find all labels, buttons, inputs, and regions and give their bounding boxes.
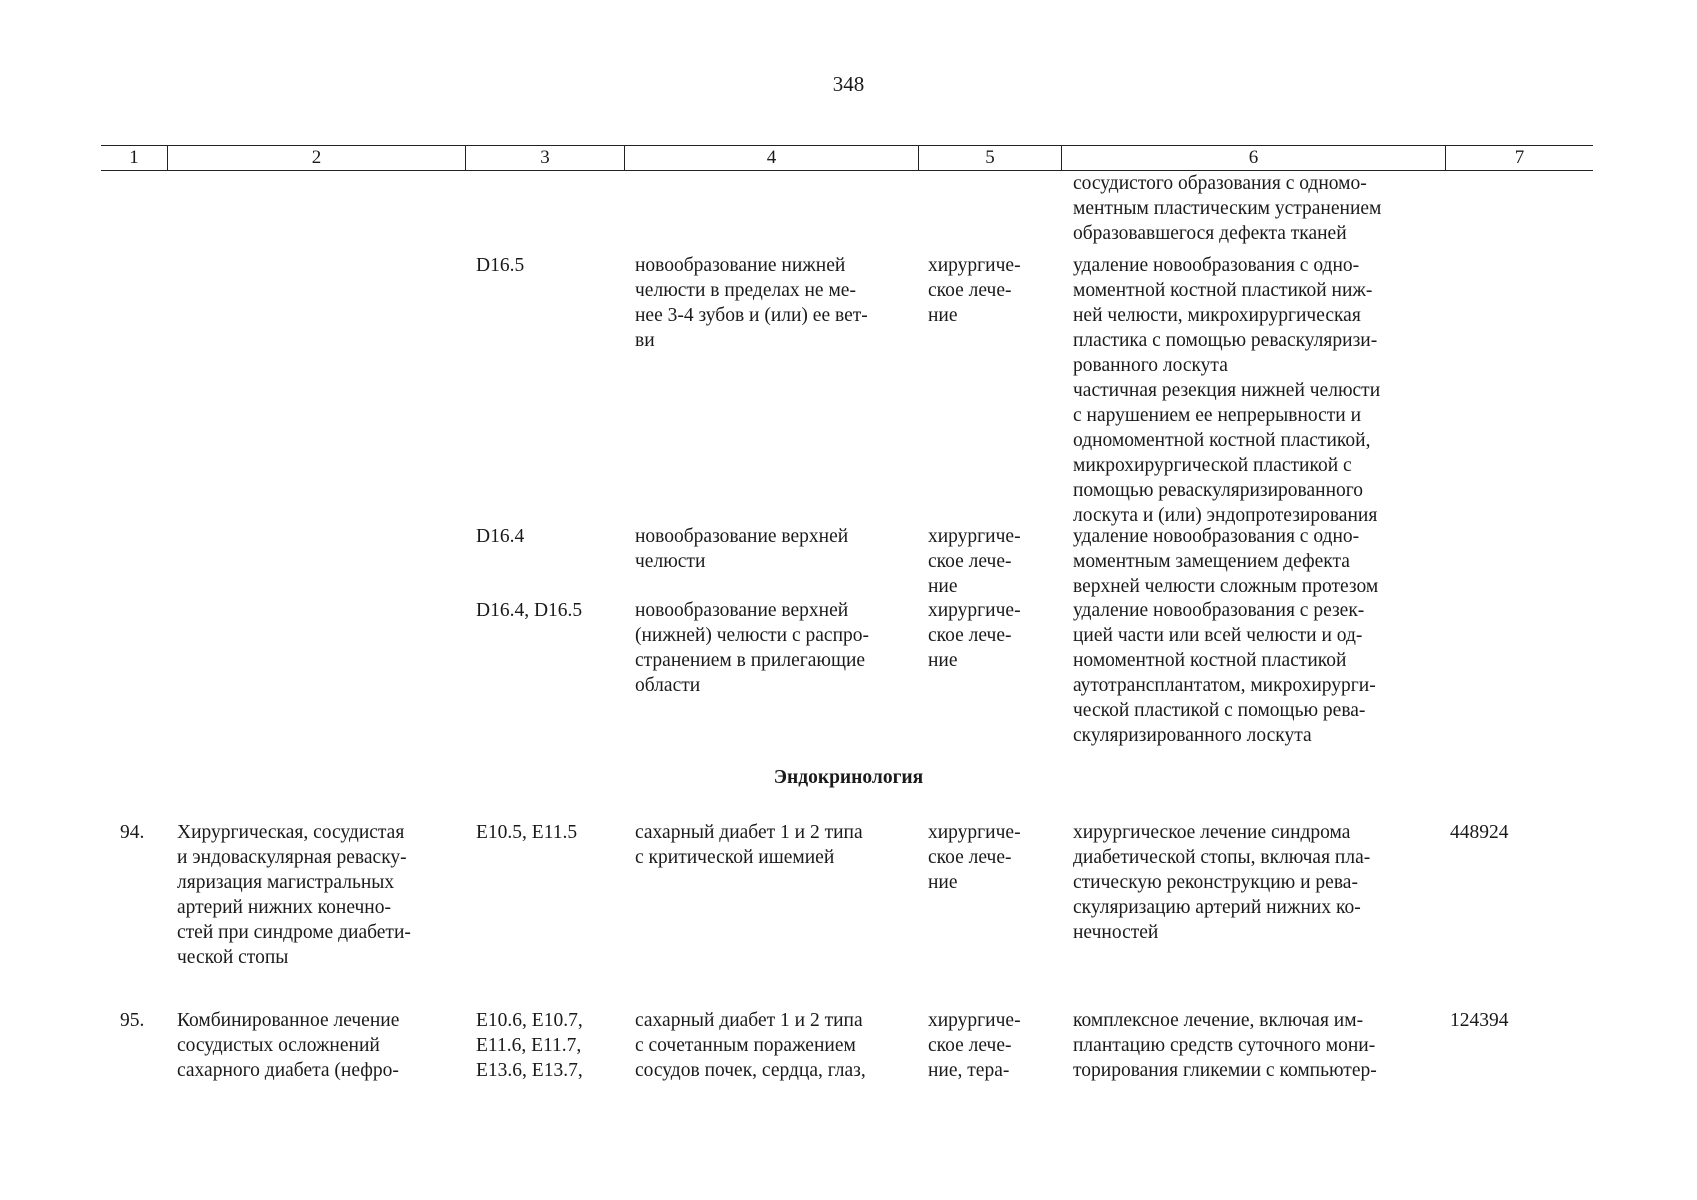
table-row-d164-d165-codes: D16.4, D16.5	[476, 600, 583, 621]
table-row-d164-codes: D16.4	[476, 526, 525, 547]
column-header-1: 1	[129, 147, 139, 168]
table-row-94-method: хирургическое лечение синдрома диабетической стопы, включая пла- стическую реконструкцию и рева- скуляризацию артерий нижних ко- нечностей	[1073, 822, 1371, 943]
table-row-95-treatment-type: хирургиче- ское лече- ние, тера-	[928, 1010, 1021, 1081]
table-column-header-row	[101, 145, 1593, 171]
table-row-94-price: 448924	[1450, 822, 1509, 843]
table-row-94-codes: E10.5, E11.5	[476, 822, 578, 843]
table-row-cont-method: сосудистого образования с одномо- ментным пластическим устранением образовавшегося дефекта тканей	[1073, 173, 1382, 244]
table-row-d164-treatment-type: хирургиче- ское лече- ние	[928, 526, 1021, 597]
table-row-d165-codes: D16.5	[476, 255, 525, 276]
table-row-d164-method: удаление новообразования с одно- моментным замещением дефекта верхней челюсти сложным протезом	[1073, 526, 1379, 597]
table-row-94-condition: сахарный диабет 1 и 2 типа с критической ишемией	[635, 822, 863, 868]
table-row-94-name: Хирургическая, сосудистая и эндоваскулярная реваску- ляризация магистральных артерий нижних конечно- стей при синдроме диабети- ческой стопы	[177, 822, 411, 968]
table-row-d164-d165-condition: новообразование верхней (нижней) челюсти с распро- странением в прилегающие области	[635, 600, 869, 696]
column-header-3: 3	[465, 146, 624, 170]
column-header-5: 5	[918, 146, 1061, 170]
column-header-6: 6	[1061, 146, 1445, 170]
table-row-95-price: 124394	[1450, 1010, 1509, 1031]
column-header-2: 2	[167, 146, 465, 170]
table-row-95-method: комплексное лечение, включая им- плантацию средств суточного мони- торирования гликемии с компьютер-	[1073, 1010, 1377, 1081]
table-row-95-condition: сахарный диабет 1 и 2 типа с сочетанным поражением сосудов почек, сердца, глаз,	[635, 1010, 866, 1081]
table-row-95-name: Комбинированное лечение сосудистых осложнений сахарного диабета (нефро-	[177, 1010, 400, 1081]
page-number: 348	[832, 72, 865, 96]
section-title: Эндокринология	[773, 767, 924, 788]
table-row-d165-condition: новообразование нижней челюсти в пределах не ме- нее 3-4 зубов и (или) ее вет- ви	[635, 255, 868, 351]
column-header-7: 7	[1445, 146, 1593, 170]
table-row-d165-method: удаление новообразования с одно- моментной костной пластикой ниж- ней челюсти, микрохирургическая пластика с помощью реваскуляризи- рованного лоскута частичная резекция нижней челюсти с нарушением ее непрерывности и одномоментной костной пластикой, микрохирургической пластикой с помощью реваскуляризированного лоскута и (или) эндопротезирования	[1073, 255, 1381, 526]
table-row-94-number: 94.	[120, 822, 145, 843]
table-row-d164-d165-treatment-type: хирургиче- ское лече- ние	[928, 600, 1021, 671]
table-row-95-number: 95.	[120, 1010, 145, 1031]
table-row-d165-treatment-type: хирургиче- ское лече- ние	[928, 255, 1021, 326]
table-row-d164-condition: новообразование верхней челюсти	[635, 526, 849, 572]
column-header-4: 4	[624, 146, 918, 170]
table-row-d164-d165-method: удаление новообразования с резек- цией части или всей челюсти и од- номоментной костной пластикой аутотрансплантатом, микрохирурги- ческой пластикой с помощью рева- скуляризированного лоскута	[1073, 600, 1376, 746]
table-row-94-treatment-type: хирургиче- ское лече- ние	[928, 822, 1021, 893]
table-row-95-codes: E10.6, E10.7, E11.6, E11.7, E13.6, E13.7,	[476, 1010, 583, 1081]
